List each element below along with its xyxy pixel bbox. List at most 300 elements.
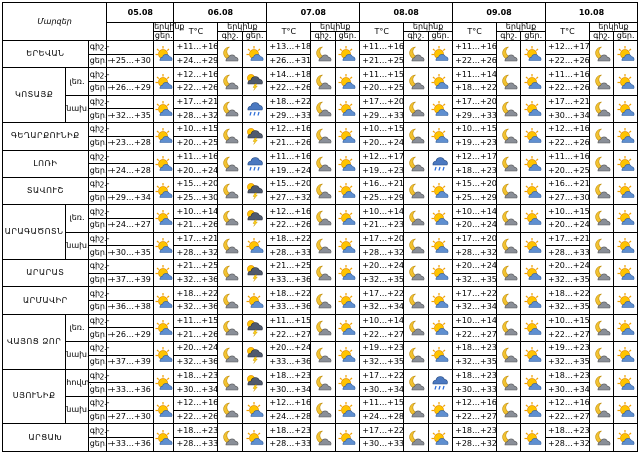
temp-value: +11…+16	[267, 150, 311, 164]
storm-icon	[242, 342, 267, 369]
sun-cloud-icon	[335, 150, 360, 177]
sun-cloud-icon	[154, 209, 174, 227]
temp-value: +11…+15	[174, 314, 218, 328]
day-label: ցեր.-	[88, 82, 106, 96]
moon-cloud-icon	[499, 346, 519, 364]
temp-value: +32…+36	[174, 355, 218, 369]
temp-value: +10…+15	[453, 123, 497, 137]
sun-cloud-icon	[154, 260, 174, 287]
temp-value: +18…+22	[267, 287, 311, 301]
temp-value: +22…+27	[267, 328, 311, 342]
temp-value: +17…+20	[360, 232, 404, 246]
temp-value: +11…+14	[453, 68, 497, 82]
temp-value: +22…+26	[267, 82, 311, 96]
temp-value: +28…+32	[545, 437, 589, 451]
day-label: ցեր.-	[88, 273, 106, 287]
sun-cloud-icon	[154, 342, 174, 369]
moon-cloud-icon	[592, 264, 612, 282]
temp-value: +30…+34	[545, 383, 589, 397]
moon-cloud-icon	[220, 100, 240, 118]
moon-cloud-icon	[220, 429, 240, 447]
moon-cloud-icon	[220, 182, 240, 200]
night-label: գիշ.-	[88, 396, 106, 410]
sun-cloud-icon	[428, 41, 453, 68]
temp-header: T°C	[267, 23, 311, 41]
temp-header: T°C	[453, 23, 497, 41]
moon-cloud-icon	[497, 41, 521, 68]
temp-value: +37…+39	[107, 273, 154, 287]
moon-cloud-icon	[499, 292, 519, 310]
sun-cloud-icon	[614, 396, 638, 423]
temp-value: +28…+33	[174, 437, 218, 451]
moon-cloud-icon	[406, 401, 426, 419]
sun-cloud-icon	[521, 41, 546, 68]
temp-value: +11…+16	[545, 68, 589, 82]
sun-cloud-icon	[154, 232, 174, 259]
moon-cloud-icon	[406, 292, 426, 310]
sun-cloud-icon	[337, 127, 357, 145]
temp-value	[107, 424, 154, 438]
temp-value	[107, 342, 154, 356]
moon-cloud-icon	[406, 127, 426, 145]
sun-cloud-icon	[154, 100, 174, 118]
day-label: ցեր.-	[88, 218, 106, 232]
temp-value: +18…+22	[174, 287, 218, 301]
sun-cloud-icon	[337, 401, 357, 419]
sun-cloud-icon	[616, 401, 636, 419]
sun-cloud-icon	[616, 237, 636, 255]
moon-cloud-icon	[218, 177, 242, 204]
day-subheader: ցեր.	[614, 32, 638, 41]
temp-value	[107, 41, 154, 55]
table-row	[3, 41, 638, 55]
sun-cloud-icon	[337, 292, 357, 310]
sun-cloud-icon	[245, 45, 265, 63]
sun-cloud-icon	[335, 369, 360, 396]
moon-cloud-icon	[313, 73, 333, 91]
sun-cloud-icon	[154, 150, 174, 177]
moon-cloud-icon	[497, 205, 521, 232]
sun-cloud-icon	[245, 292, 265, 310]
temp-value: +20…+24	[453, 218, 497, 232]
sun-cloud-icon	[430, 45, 450, 63]
moon-cloud-icon	[499, 127, 519, 145]
night-subheader: գիշ.	[404, 32, 428, 41]
moon-cloud-icon	[404, 314, 428, 341]
sky-header: երկինք	[311, 23, 360, 32]
sun-cloud-icon	[523, 374, 543, 392]
moon-cloud-icon	[497, 232, 521, 259]
sun-cloud-icon	[430, 264, 450, 282]
rain-icon	[428, 150, 453, 177]
storm-icon	[245, 209, 265, 227]
day-subheader: ցեր.	[521, 32, 546, 41]
temp-value: +19…+24	[267, 164, 311, 178]
day-label: ցեր.-	[88, 191, 106, 205]
temp-value: +21…+26	[267, 136, 311, 150]
temp-value: +18…+23	[545, 424, 589, 438]
temp-value: +13…+18	[267, 41, 311, 55]
sun-cloud-icon	[616, 155, 636, 173]
moon-cloud-icon	[406, 182, 426, 200]
rain-icon	[242, 95, 267, 122]
temp-value: +30…+34	[267, 383, 311, 397]
sun-cloud-icon	[335, 260, 360, 287]
moon-cloud-icon	[592, 237, 612, 255]
moon-cloud-icon	[311, 123, 335, 150]
moon-cloud-icon	[220, 73, 240, 91]
moon-cloud-icon	[406, 319, 426, 337]
region-name: ԼՈՌԻ	[3, 150, 89, 177]
sun-cloud-icon	[521, 314, 546, 341]
region-name: ԱՐՑԱԽ	[3, 424, 89, 452]
night-label: գիշ.-	[88, 232, 106, 246]
sun-cloud-icon	[154, 369, 174, 396]
subregion-name: լեռ.	[66, 314, 88, 341]
night-label: գիշ.-	[88, 369, 106, 383]
sun-cloud-icon	[154, 182, 174, 200]
temp-value: +22…+26	[453, 54, 497, 68]
temp-value: +32…+35	[453, 273, 497, 287]
temp-value: +24…+29	[174, 54, 218, 68]
temp-value: +22…+27	[545, 328, 589, 342]
night-label: գիշ.-	[88, 95, 106, 109]
moon-cloud-icon	[589, 424, 613, 452]
moon-cloud-icon	[218, 205, 242, 232]
temp-value: +11…+16	[174, 150, 218, 164]
night-subheader: գիշ.	[497, 32, 521, 41]
temp-value: +28…+32	[174, 109, 218, 123]
sun-cloud-icon	[616, 73, 636, 91]
storm-icon	[242, 260, 267, 287]
temp-value: +18…+23	[453, 369, 497, 383]
moon-cloud-icon	[220, 155, 240, 173]
moon-cloud-icon	[589, 287, 613, 314]
temp-value	[107, 232, 154, 246]
temp-value: +30…+34	[174, 383, 218, 397]
moon-cloud-icon	[497, 68, 521, 95]
moon-cloud-icon	[404, 369, 428, 396]
date-header: 07.08	[267, 3, 360, 23]
table-row	[3, 150, 638, 164]
temp-value: +33…+36	[267, 355, 311, 369]
sun-cloud-icon	[428, 232, 453, 259]
sun-cloud-icon	[154, 155, 174, 173]
temp-value: +14…+18	[267, 68, 311, 82]
moon-cloud-icon	[592, 346, 612, 364]
sun-cloud-icon	[337, 346, 357, 364]
moon-cloud-icon	[313, 209, 333, 227]
moon-cloud-icon	[218, 68, 242, 95]
temp-value	[107, 68, 154, 82]
storm-icon	[245, 182, 265, 200]
temp-value: +16…+21	[545, 177, 589, 191]
sun-cloud-icon	[430, 182, 450, 200]
sun-cloud-icon	[614, 314, 638, 341]
sun-cloud-icon	[337, 374, 357, 392]
temp-value: +20…+24	[267, 342, 311, 356]
day-subheader: ցեր.	[154, 31, 173, 40]
storm-icon	[242, 123, 267, 150]
moon-cloud-icon	[589, 205, 613, 232]
temp-value: +33…+36	[267, 273, 311, 287]
moon-cloud-icon	[218, 287, 242, 314]
day-label: ցեր.-	[88, 355, 106, 369]
rain-icon	[245, 100, 265, 118]
sun-cloud-icon	[335, 123, 360, 150]
moon-cloud-icon	[311, 369, 335, 396]
moon-cloud-icon	[404, 123, 428, 150]
temp-value	[107, 95, 154, 109]
day-label: ցեր.-	[88, 164, 106, 178]
sun-cloud-icon	[154, 424, 174, 452]
temp-value: +22…+27	[453, 410, 497, 424]
date-header: 08.08	[360, 3, 453, 23]
moon-cloud-icon	[313, 264, 333, 282]
night-label: գիշ.-	[88, 177, 106, 191]
temp-value: +25…+29	[360, 191, 404, 205]
table-row	[3, 314, 638, 328]
temp-value: +20…+24	[360, 136, 404, 150]
moon-cloud-icon	[218, 123, 242, 150]
moon-cloud-icon	[592, 292, 612, 310]
sun-cloud-icon	[614, 68, 638, 95]
temp-value: +28…+33	[267, 437, 311, 451]
moon-cloud-icon	[313, 429, 333, 447]
temp-value: +21…+25	[174, 260, 218, 274]
temp-value: +26…+29	[107, 82, 154, 96]
temp-value: +18…+22	[267, 95, 311, 109]
sun-cloud-icon	[428, 396, 453, 423]
sun-cloud-icon	[428, 95, 453, 122]
moon-cloud-icon	[404, 287, 428, 314]
temp-value: +24…+28	[267, 410, 311, 424]
day-subheader: ցեր.	[242, 32, 267, 41]
sun-cloud-icon	[614, 260, 638, 287]
moon-cloud-icon	[406, 346, 426, 364]
moon-cloud-icon	[497, 150, 521, 177]
temp-value: +18…+22	[267, 232, 311, 246]
temp-value: +21…+26	[174, 328, 218, 342]
temp-value: +22…+27	[360, 328, 404, 342]
temp-header: T°C	[174, 23, 218, 41]
temp-header	[107, 23, 154, 41]
day-label: ցեր.-	[88, 109, 106, 123]
temp-value: +18…+23	[267, 369, 311, 383]
sun-cloud-icon	[430, 209, 450, 227]
temp-value: +22…+26	[174, 82, 218, 96]
temp-value: +19…+23	[545, 342, 589, 356]
sun-cloud-icon	[521, 205, 546, 232]
sun-cloud-icon	[335, 287, 360, 314]
region-name: ԱՐԱԳԱԾՈՏՆ	[3, 205, 66, 260]
temp-value: +22…+26	[545, 54, 589, 68]
moon-cloud-icon	[311, 95, 335, 122]
forecast-table	[2, 2, 638, 452]
temp-value: +23…+28	[107, 136, 154, 150]
temp-value: +12…+16	[453, 396, 497, 410]
temp-value: +32…+35	[107, 109, 154, 123]
temp-value: +11…+15	[360, 396, 404, 410]
temp-value: +18…+23	[174, 424, 218, 438]
temp-value: +21…+23	[360, 218, 404, 232]
moon-cloud-icon	[589, 314, 613, 341]
moon-cloud-icon	[592, 429, 612, 447]
rain-icon	[428, 369, 453, 396]
moon-cloud-icon	[220, 319, 240, 337]
moon-cloud-icon	[589, 95, 613, 122]
temp-value: +29…+34	[107, 191, 154, 205]
sun-cloud-icon	[614, 177, 638, 204]
moon-cloud-icon	[592, 401, 612, 419]
temp-value: +32…+35	[453, 355, 497, 369]
sun-cloud-icon	[335, 68, 360, 95]
sun-cloud-icon	[337, 73, 357, 91]
sun-cloud-icon	[154, 127, 174, 145]
sun-cloud-icon	[523, 237, 543, 255]
sun-cloud-icon	[335, 424, 360, 452]
temp-value: +17…+22	[360, 369, 404, 383]
sun-cloud-icon	[335, 205, 360, 232]
sky-header: երկինք	[154, 22, 185, 31]
day-subheader: ցեր.	[428, 32, 453, 41]
sun-cloud-icon	[337, 319, 357, 337]
sun-cloud-icon	[335, 314, 360, 341]
day-label: ցեր.-	[88, 437, 106, 451]
table-row	[3, 205, 638, 219]
moon-cloud-icon	[218, 41, 242, 68]
sun-cloud-icon	[430, 100, 450, 118]
moon-cloud-icon	[499, 264, 519, 282]
temp-value: +10…+14	[360, 314, 404, 328]
sun-cloud-icon	[521, 150, 546, 177]
sun-cloud-icon	[428, 260, 453, 287]
temp-value: +17…+22	[360, 424, 404, 438]
moon-cloud-icon	[406, 100, 426, 118]
subregion-name: հովտ.	[66, 369, 88, 396]
moon-cloud-icon	[497, 314, 521, 341]
moon-cloud-icon	[311, 396, 335, 423]
moon-cloud-icon	[406, 73, 426, 91]
temp-value	[107, 150, 154, 164]
day-label: ցեր.-	[88, 246, 106, 260]
temp-value: +19…+23	[360, 342, 404, 356]
moon-cloud-icon	[404, 150, 428, 177]
temp-value: +11…+16	[453, 41, 497, 55]
temp-value: +30…+33	[360, 437, 404, 451]
storm-icon	[242, 177, 267, 204]
sun-cloud-icon	[154, 292, 174, 310]
temp-value: +12…+17	[453, 150, 497, 164]
sun-cloud-icon	[614, 95, 638, 122]
sun-cloud-icon	[154, 346, 174, 364]
temp-value: +37…+39	[107, 355, 154, 369]
date-header: 05.08	[107, 3, 174, 23]
moon-cloud-icon	[220, 237, 240, 255]
temp-value: +28…+33	[267, 246, 311, 260]
temp-value: +30…+34	[545, 109, 589, 123]
moon-cloud-icon	[592, 127, 612, 145]
sun-cloud-icon	[154, 287, 174, 314]
sun-cloud-icon	[616, 182, 636, 200]
sun-cloud-icon	[614, 342, 638, 369]
sun-cloud-icon	[154, 374, 174, 392]
moon-cloud-icon	[404, 396, 428, 423]
temp-value: +12…+16	[545, 123, 589, 137]
night-label: գիշ.-	[88, 150, 106, 164]
moon-cloud-icon	[589, 260, 613, 287]
temp-value: +10…+14	[360, 205, 404, 219]
sun-cloud-icon	[337, 209, 357, 227]
moon-cloud-icon	[499, 374, 519, 392]
sun-cloud-icon	[430, 346, 450, 364]
temp-header: T°C	[360, 23, 404, 41]
sun-cloud-icon	[154, 123, 174, 150]
temp-value	[107, 123, 154, 137]
temp-value: +24…+28	[107, 164, 154, 178]
temp-value: +15…+20	[267, 177, 311, 191]
region-name: ԵՐԵՎԱՆ	[3, 41, 89, 68]
temp-value: +11…+15	[267, 314, 311, 328]
night-subheader: գիշ.	[218, 32, 242, 41]
temp-value: +32…+35	[360, 355, 404, 369]
region-name: ԳԵՂԱՐՔՈՒՆԻՔ	[3, 123, 89, 150]
moon-cloud-icon	[313, 182, 333, 200]
sun-cloud-icon	[523, 264, 543, 282]
region-name: ԱՐՄԱՎԻՐ	[3, 287, 89, 314]
moon-cloud-icon	[313, 45, 333, 63]
table-row	[3, 260, 638, 274]
sun-cloud-icon	[335, 41, 360, 68]
temp-value: +15…+20	[174, 177, 218, 191]
temp-value: +27…+32	[267, 191, 311, 205]
moon-cloud-icon	[406, 264, 426, 282]
sun-cloud-icon	[521, 424, 546, 452]
table-row	[3, 123, 638, 137]
temp-value: +32…+35	[545, 273, 589, 287]
temp-value: +22…+26	[545, 82, 589, 96]
moon-cloud-icon	[313, 374, 333, 392]
sky-header: երկինք	[218, 23, 267, 32]
sun-cloud-icon	[616, 292, 636, 310]
sun-cloud-icon	[523, 346, 543, 364]
region-name: ՎԱՅՈՑ ՁՈՐ	[3, 314, 66, 369]
sun-cloud-icon	[154, 264, 174, 282]
sun-cloud-icon	[154, 205, 174, 232]
sun-cloud-icon	[154, 237, 174, 255]
temp-value: +24…+28	[360, 410, 404, 424]
temp-value: +25…+30	[174, 191, 218, 205]
sun-cloud-icon	[523, 429, 543, 447]
sun-cloud-icon	[430, 429, 450, 447]
moon-cloud-icon	[589, 232, 613, 259]
night-label: գիշ.-	[88, 123, 106, 137]
temp-value	[107, 287, 154, 301]
sun-cloud-icon	[337, 45, 357, 63]
temp-value: +32…+34	[360, 301, 404, 315]
temp-value	[107, 260, 154, 274]
moon-cloud-icon	[404, 232, 428, 259]
temp-value: +18…+22	[545, 287, 589, 301]
sun-cloud-icon	[616, 45, 636, 63]
temp-value	[107, 177, 154, 191]
moon-cloud-icon	[311, 260, 335, 287]
moon-cloud-icon	[589, 342, 613, 369]
sun-cloud-icon	[521, 287, 546, 314]
temp-value: +10…+14	[174, 205, 218, 219]
temp-value: +18…+23	[174, 369, 218, 383]
sun-cloud-icon	[154, 68, 174, 95]
